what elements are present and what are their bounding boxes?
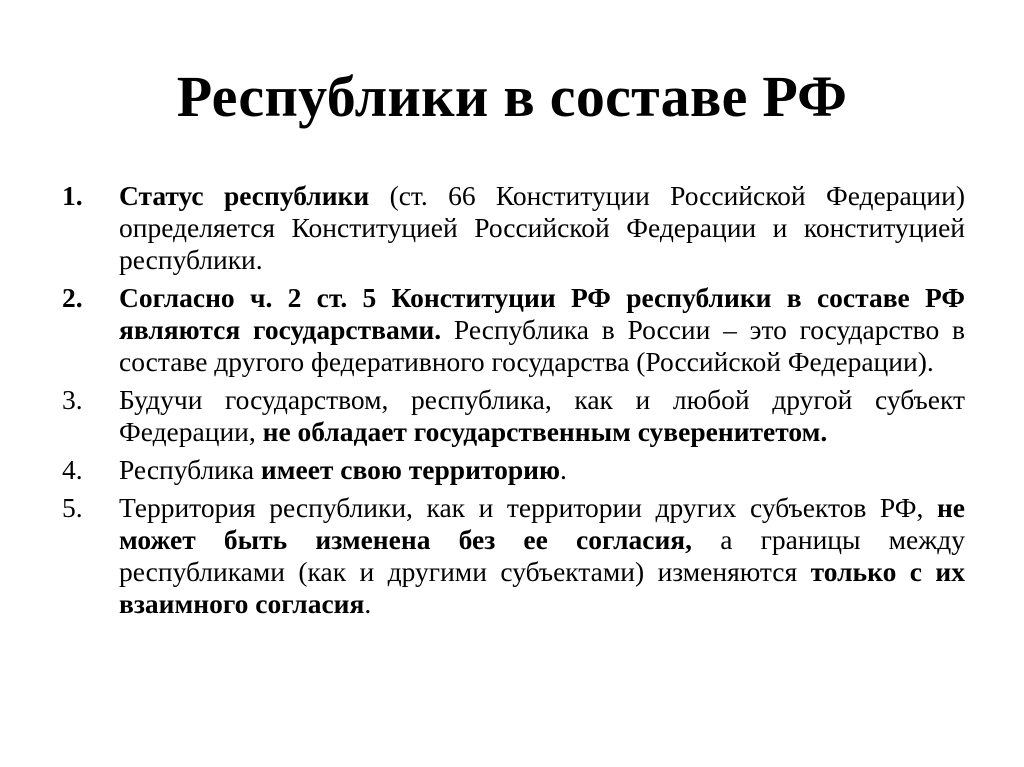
item-number: 1. <box>62 180 83 211</box>
item-text: (ст. 66 Конституции Российской Федерации) определяется Конституцией Российской Федерации и конституцией республики. <box>119 180 965 275</box>
item-number: 4. <box>62 454 83 485</box>
list-item-2 <box>62 282 965 378</box>
item-text-bold: Статус республики <box>119 180 370 211</box>
item-text-bold: имеет свою территорию <box>260 454 560 485</box>
item-text: Территория республики, как и территории других субъектов РФ, <box>119 492 937 523</box>
list-item-4 <box>62 454 965 486</box>
item-number: 2. <box>62 282 83 313</box>
item-text-bold: не может быть изменена без ее согласия, <box>119 492 965 555</box>
list-item-5 <box>62 492 965 620</box>
item-text: а границы между республиками (как и другими субъектами) изменяются <box>119 524 966 587</box>
list-item-3 <box>62 384 965 448</box>
item-text-bold: не обладает государственным суверенитетом. <box>262 416 828 447</box>
list-item-1 <box>62 180 965 276</box>
item-text-bold: Согласно ч. 2 ст. 5 Конституции РФ республики в составе РФ являются государствами. <box>119 282 965 345</box>
item-text: . <box>559 454 567 485</box>
numbered-list <box>62 180 965 626</box>
item-text: Будучи государством, республика, как и любой другой субъект Федерации, <box>119 384 965 447</box>
item-text-bold: только с их взаимного согласия <box>119 556 965 619</box>
slide-title: Республики в составе РФ <box>176 64 848 129</box>
item-number: 5. <box>62 492 83 523</box>
item-number: 3. <box>62 384 83 415</box>
item-text: Республика <box>119 454 261 485</box>
item-text: . <box>364 588 372 619</box>
item-text: Республика в России – это государство в составе другого федеративного государства (Российской Федерации). <box>119 314 965 377</box>
